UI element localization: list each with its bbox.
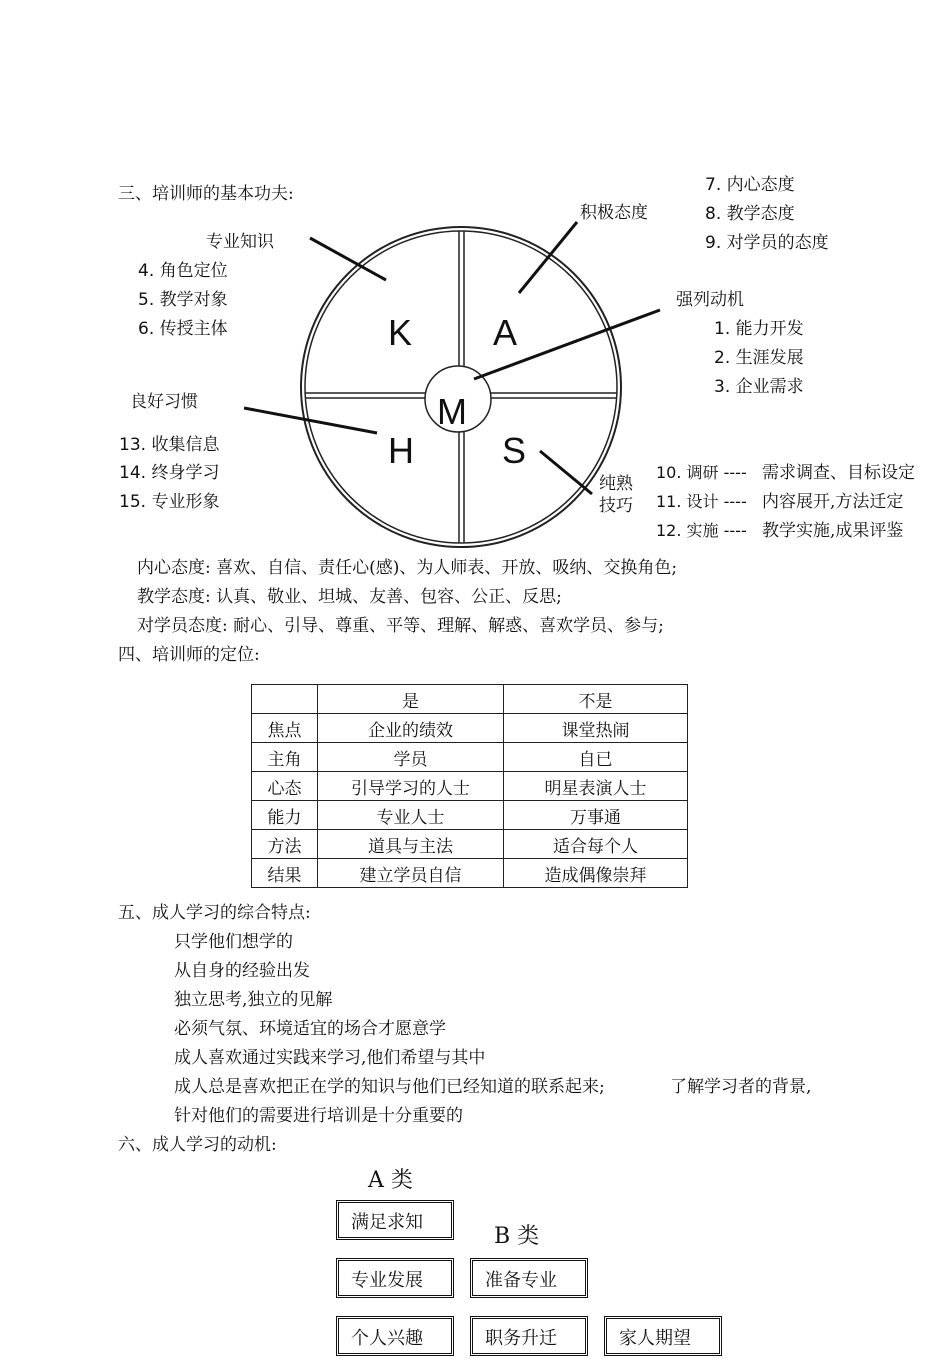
habit-heading: 良好习惯 — [130, 392, 198, 412]
table-cell: 明星表演人士 — [504, 772, 688, 801]
motivation-item: 3. 企业需求 — [714, 377, 804, 397]
table-cell: 课堂热闹 — [504, 714, 688, 743]
motive-box: 家人期望 — [604, 1316, 722, 1356]
motivation-heading: 强列动机 — [676, 290, 744, 310]
table-header-cell: 是 — [318, 685, 504, 714]
feature-item: 从自身的经验出发 — [174, 961, 310, 981]
motive-box: 个人兴趣 — [336, 1316, 454, 1356]
section6-title: 六、成人学习的动机: — [118, 1135, 277, 1155]
table-row — [252, 772, 688, 801]
table-cell: 建立学员自信 — [318, 859, 504, 888]
attitude-note: 教学态度: 认真、敬业、坦城、友善、包容、公正、反思; — [137, 587, 562, 607]
table-cell: 学员 — [318, 743, 504, 772]
table-row — [252, 859, 688, 888]
feature-item: 了解学习者的背景, — [670, 1077, 812, 1097]
table-row — [252, 830, 688, 859]
attitude-item: 8. 教学态度 — [705, 204, 795, 224]
table-cell: 心态 — [252, 772, 318, 801]
motive-box: 专业发展 — [336, 1258, 454, 1298]
positioning-table — [251, 684, 688, 888]
skill-desc: 教学实施,成果评鉴 — [762, 521, 904, 541]
skill-heading: 技巧 — [599, 496, 633, 516]
habit-item: 15. 专业形象 — [119, 492, 220, 512]
attitude-item: 7. 内心态度 — [705, 175, 795, 195]
skill-heading: 纯熟 — [599, 474, 633, 494]
motivation-item: 1. 能力开发 — [714, 319, 804, 339]
knowledge-heading: 专业知识 — [206, 232, 274, 252]
section4-title: 四、培训师的定位: — [118, 645, 260, 665]
skill-step: 10. 调研 ---- — [656, 463, 747, 482]
section5-title: 五、成人学习的综合特点: — [118, 903, 311, 923]
pointer-skill — [540, 451, 592, 494]
habit-item: 13. 收集信息 — [119, 435, 220, 455]
table-cell: 主角 — [252, 743, 318, 772]
attitude-heading: 积极态度 — [580, 203, 648, 223]
attitude-note: 对学员态度: 耐心、引导、尊重、平等、理解、解惑、喜欢学员、参与; — [137, 616, 664, 636]
feature-item: 针对他们的需要进行培训是十分重要的 — [174, 1106, 463, 1126]
motive-box: 职务升迁 — [470, 1316, 588, 1356]
table-cell: 焦点 — [252, 714, 318, 743]
table-cell: 方法 — [252, 830, 318, 859]
skill-step: 11. 设计 ---- — [656, 492, 747, 511]
pointer-attitude — [519, 222, 577, 293]
attitude-note: 内心态度: 喜欢、自信、责任心(感)、为人师表、开放、吸纳、交换角色; — [137, 558, 678, 578]
feature-item: 独立思考,独立的见解 — [174, 990, 333, 1010]
letter-k: K — [388, 312, 413, 353]
section3-title: 三、培训师的基本功夫: — [118, 184, 294, 204]
motive-box: 准备专业 — [470, 1258, 588, 1298]
table-header-cell — [252, 685, 318, 714]
table-cell: 结果 — [252, 859, 318, 888]
class-b-label: B 类 — [494, 1224, 540, 1249]
table-cell: 引导学习的人士 — [318, 772, 504, 801]
feature-item: 成人喜欢通过实践来学习,他们希望与其中 — [174, 1048, 486, 1068]
table-header-row — [252, 685, 688, 714]
table-cell: 造成偶像崇拜 — [504, 859, 688, 888]
letter-h: H — [388, 430, 414, 471]
table-row — [252, 714, 688, 743]
table-cell: 自已 — [504, 743, 688, 772]
skill-step: 12. 实施 ---- — [656, 521, 747, 540]
skill-desc: 需求调查、目标设定 — [762, 463, 915, 483]
feature-item: 必须气氛、环境适宜的场合才愿意学 — [174, 1019, 446, 1039]
habit-item: 14. 终身学习 — [119, 463, 220, 483]
table-cell: 能力 — [252, 801, 318, 830]
feature-item: 只学他们想学的 — [174, 932, 293, 952]
skill-desc: 内容展开,方法迁定 — [762, 492, 904, 512]
letter-s: S — [502, 430, 527, 471]
table-cell: 适合每个人 — [504, 830, 688, 859]
class-a-label: A 类 — [368, 1168, 413, 1193]
feature-item: 成人总是喜欢把正在学的知识与他们已经知道的联系起来; — [174, 1077, 605, 1097]
table-row — [252, 743, 688, 772]
table-cell: 企业的绩效 — [318, 714, 504, 743]
motivation-item: 2. 生涯发展 — [714, 348, 804, 368]
knowledge-item: 4. 角色定位 — [138, 261, 228, 281]
table-row — [252, 801, 688, 830]
knowledge-item: 5. 教学对象 — [138, 290, 228, 310]
table-cell: 道具与主法 — [318, 830, 504, 859]
table-cell: 万事通 — [504, 801, 688, 830]
attitude-item: 9. 对学员的态度 — [705, 233, 829, 253]
motive-box: 满足求知 — [336, 1200, 454, 1240]
table-header-cell: 不是 — [504, 685, 688, 714]
letter-a: A — [493, 312, 518, 353]
letter-m: M — [437, 391, 467, 432]
table-cell: 专业人士 — [318, 801, 504, 830]
knowledge-item: 6. 传授主体 — [138, 319, 228, 339]
